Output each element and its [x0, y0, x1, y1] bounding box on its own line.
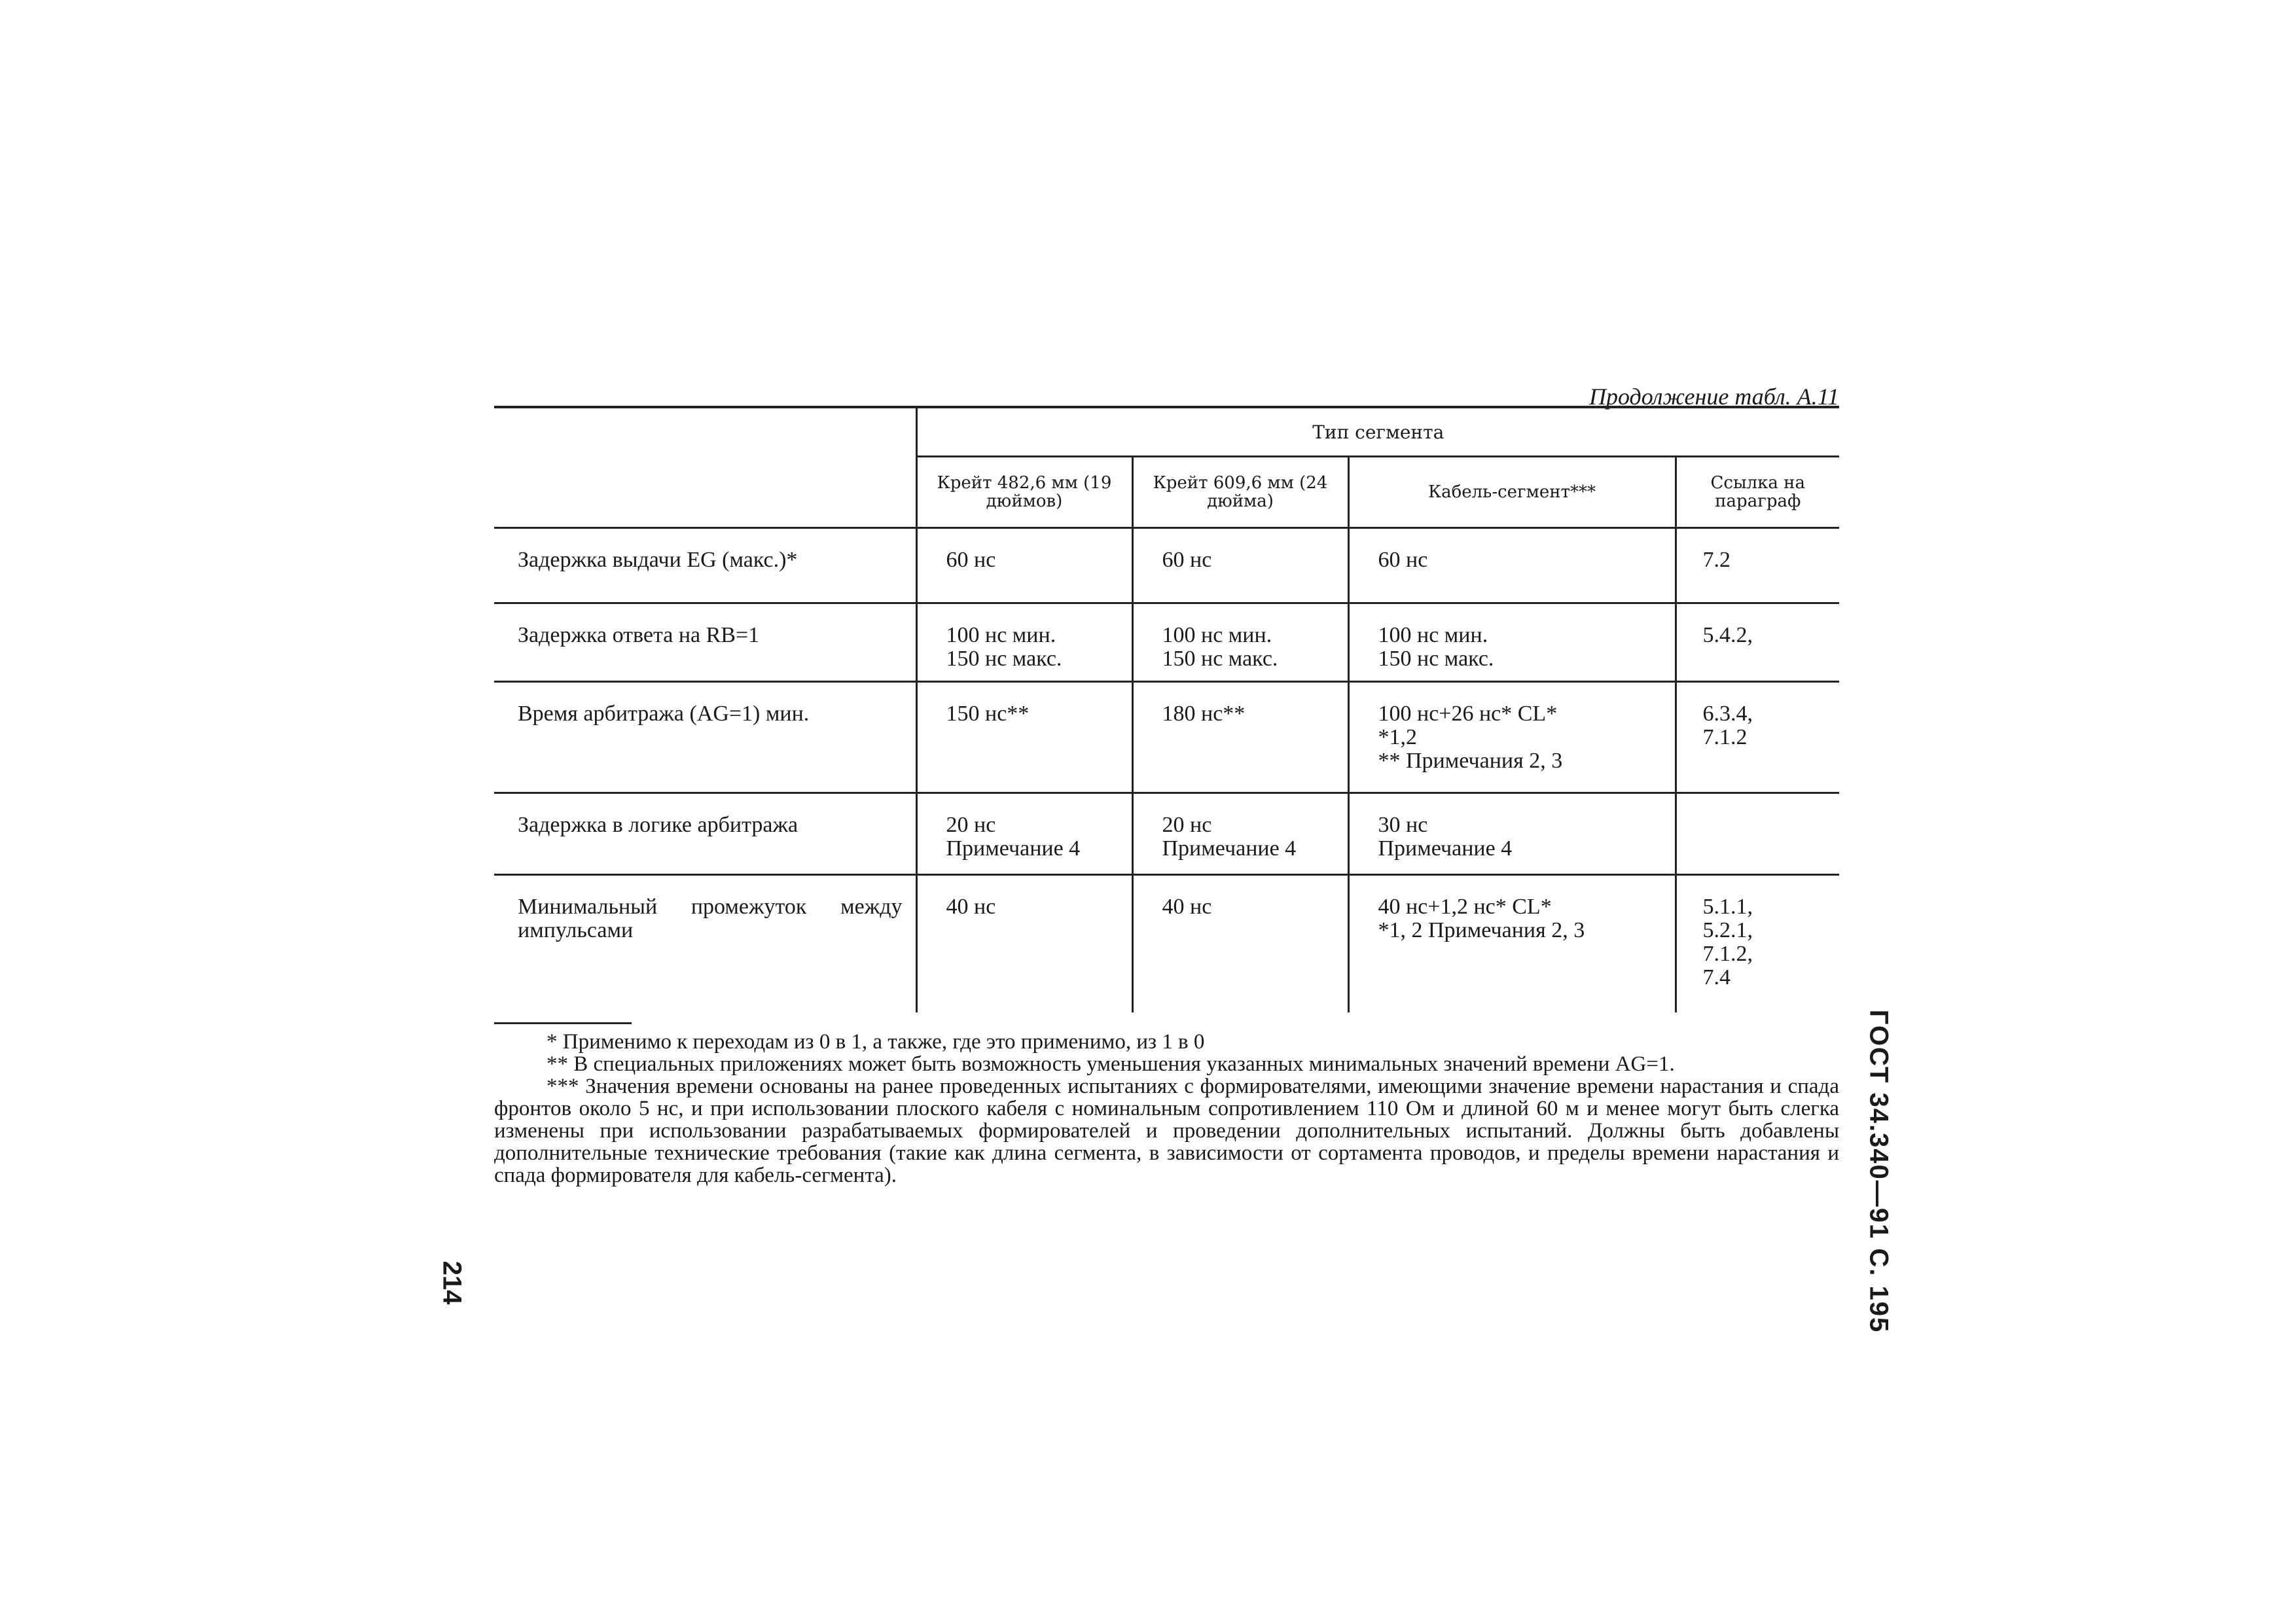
table-row	[494, 793, 1839, 875]
reference-cell: 5.1.1, 5.2.1, 7.1.2, 7.4	[1676, 875, 1839, 1012]
table-cell: 100 нс мин. 150 нс макс.	[916, 603, 1132, 682]
table-cell: 100 нс мин. 150 нс макс.	[1348, 603, 1676, 682]
table-cell: 150 нс**	[916, 682, 1132, 793]
footnote: *** Значения времени основаны на ранее проведенных испытаниях с формирователями, имеющими значение времени нарастания и спада фронтов около 5 нс, и при использовании плоского кабеля с номинальным сопротивлением 110 Ом и длиной 60 м и менее могут быть слегка изменены при использовании разрабатываемых формирователей и проведении дополнительных испытаний. Должны быть добавлены дополнительные технические требования (такие как длина сегмента, в зависимости от сортамента проводов, и пределы времени нарастания и спада формирователя для кабель-сегмента).	[494, 1075, 1839, 1187]
table-row	[494, 682, 1839, 793]
column-header: Ссылка на параграф	[1676, 457, 1839, 528]
footnote-divider	[494, 1022, 632, 1024]
table-row	[494, 875, 1839, 1012]
table-cell: 60 нс	[1132, 528, 1348, 603]
row-label: Время арбитража (AG=1) мин.	[494, 682, 916, 793]
table-cell: 40 нс+1,2 нс* CL* *1, 2 Примечания 2, 3	[1348, 875, 1676, 1012]
row-label: Задержка в логике арбитража	[494, 793, 916, 875]
header-empty-cell	[494, 407, 916, 528]
table-cell: 20 нс Примечание 4	[916, 793, 1132, 875]
reference-cell: 5.4.2,	[1676, 603, 1839, 682]
table-cell: 30 нс Примечание 4	[1348, 793, 1676, 875]
table-cell: 40 нс	[1132, 875, 1348, 1012]
reference-cell	[1676, 793, 1839, 875]
reference-cell: 7.2	[1676, 528, 1839, 603]
table-caption: Продолжение табл. А.11	[1588, 383, 1839, 410]
column-header: Кабель-сегмент***	[1348, 457, 1676, 528]
table-cell: 180 нс**	[1132, 682, 1348, 793]
table-row	[494, 528, 1839, 603]
timing-table	[494, 406, 1839, 1012]
table-cell: 100 нс+26 нс* CL* *1,2 ** Примечания 2, 3	[1348, 682, 1676, 793]
table-cell: 60 нс	[916, 528, 1132, 603]
row-label: Задержка выдачи EG (макс.)*	[494, 528, 916, 603]
table-row	[494, 603, 1839, 682]
reference-cell: 6.3.4, 7.1.2	[1676, 682, 1839, 793]
page-number: 214	[437, 1260, 467, 1305]
group-header: Тип сегмента	[916, 407, 1839, 457]
table-cell: 60 нс	[1348, 528, 1676, 603]
row-label: Задержка ответа на RB=1	[494, 603, 916, 682]
standard-side-label: ГОСТ 34.340—91 С. 195	[1864, 1009, 1893, 1334]
table-cell: 20 нс Примечание 4	[1132, 793, 1348, 875]
table-cell: 40 нс	[916, 875, 1132, 1012]
footnote: ** В специальных приложениях может быть возможность уменьшения указанных минимальных значений времени AG=1.	[547, 1052, 1675, 1076]
row-label: Минимальный промежуток между импульсами	[518, 895, 903, 942]
footnote: * Применимо к переходам из 0 в 1, а также, где это применимо, из 1 в 0	[547, 1030, 1205, 1054]
column-header: Крейт 482,6 мм (19 дюймов)	[916, 457, 1132, 528]
column-header: Крейт 609,6 мм (24 дюйма)	[1132, 457, 1348, 528]
table-cell: 100 нс мин. 150 нс макс.	[1132, 603, 1348, 682]
footnotes	[494, 1031, 1839, 1186]
